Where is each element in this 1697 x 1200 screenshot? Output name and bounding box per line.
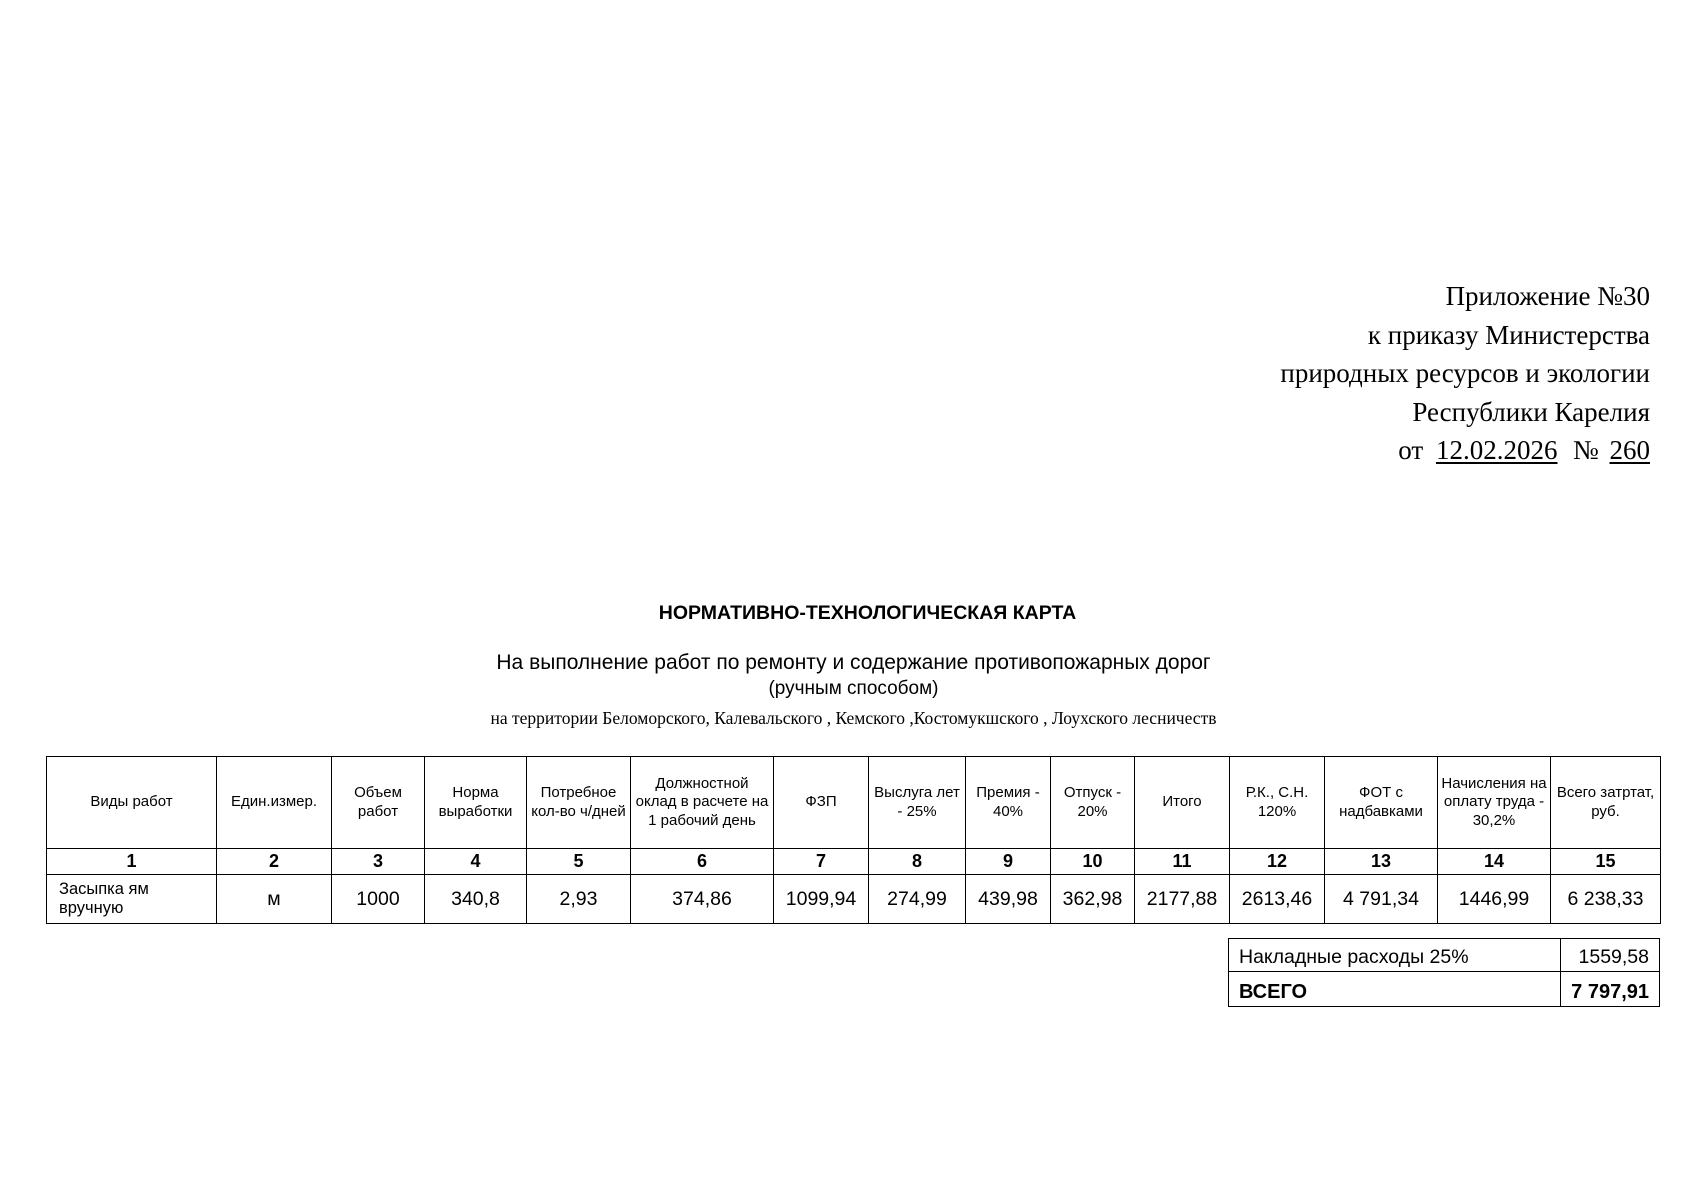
- overhead-label: Накладные расходы 25%: [1229, 939, 1561, 972]
- table-cell: 4 791,34: [1325, 875, 1438, 924]
- header-cell: Отпуск - 20%: [1051, 757, 1135, 849]
- header-cell: Выслуга лет - 25%: [869, 757, 966, 849]
- table-cell: 362,98: [1051, 875, 1135, 924]
- header-cell: Потребное кол-во ч/дней: [527, 757, 631, 849]
- column-number: 8: [869, 849, 966, 875]
- column-number-row: [47, 849, 1661, 875]
- column-number: 4: [425, 849, 527, 875]
- header-cell: Всего затртат, руб.: [1551, 757, 1661, 849]
- table-cell: 2177,88: [1135, 875, 1230, 924]
- column-number: 6: [631, 849, 774, 875]
- total-label: ВСЕГО: [1229, 972, 1561, 1007]
- table-cell: 374,86: [631, 875, 774, 924]
- overhead-row: [1229, 939, 1660, 972]
- header-cell: Начисления на оплату труда - 30,2%: [1438, 757, 1551, 849]
- table-cell: 2,93: [527, 875, 631, 924]
- appendix-block: [1280, 277, 1650, 470]
- table-cell: 439,98: [966, 875, 1051, 924]
- column-number: 10: [1051, 849, 1135, 875]
- column-number: 11: [1135, 849, 1230, 875]
- header-cell: Един.измер.: [217, 757, 332, 849]
- column-number: 1: [47, 849, 217, 875]
- table-cell: 1099,94: [774, 875, 869, 924]
- totals-table: [1228, 938, 1660, 1007]
- table-cell: 6 238,33: [1551, 875, 1661, 924]
- column-number: 2: [217, 849, 332, 875]
- appendix-line-3: природных ресурсов и экологии: [1280, 358, 1650, 388]
- table-cell-work-type: Засыпка ям вручную: [47, 875, 217, 924]
- appendix-from-label: от: [1398, 435, 1424, 465]
- table-cell: 274,99: [869, 875, 966, 924]
- table-cell: м: [217, 875, 332, 924]
- document-method: (ручным способом): [768, 678, 939, 699]
- column-number: 9: [966, 849, 1051, 875]
- column-number: 14: [1438, 849, 1551, 875]
- document-title: НОРМАТИВНО-ТЕХНОЛОГИЧЕСКАЯ КАРТА: [658, 602, 1077, 624]
- header-cell: Должностной оклад в расчете на 1 рабочий день: [631, 757, 774, 849]
- appendix-date-line: [1280, 431, 1650, 470]
- table-cell: 1000: [332, 875, 425, 924]
- column-number: 13: [1325, 849, 1438, 875]
- table-cell: 340,8: [425, 875, 527, 924]
- table-cell: 2613,46: [1230, 875, 1325, 924]
- header-cell: Итого: [1135, 757, 1230, 849]
- appendix-number: 260: [1609, 435, 1650, 465]
- column-number: 3: [332, 849, 425, 875]
- overhead-value: 1559,58: [1561, 939, 1660, 972]
- appendix-number-label: №: [1572, 435, 1599, 465]
- total-row: [1229, 972, 1660, 1007]
- header-cell: Объем работ: [332, 757, 425, 849]
- header-cell: ФОТ с надбавками: [1325, 757, 1438, 849]
- table-cell: 1446,99: [1438, 875, 1551, 924]
- header-cell: Норма выработки: [425, 757, 527, 849]
- appendix-line-2: к приказу Министерства: [1367, 319, 1650, 350]
- cost-table: [46, 756, 1661, 924]
- table-row: [47, 875, 1661, 924]
- document-territory: на территории Беломорского, Калевальского , Кемского ,Костомукшского , Лоухского лесничеств: [490, 708, 1217, 728]
- column-number: 12: [1230, 849, 1325, 875]
- column-number: 7: [774, 849, 869, 875]
- header-cell: Премия - 40%: [966, 757, 1051, 849]
- total-value: 7 797,91: [1561, 972, 1660, 1007]
- appendix-line-1: Приложение №30: [1445, 281, 1650, 311]
- header-cell: Р.К., С.Н. 120%: [1230, 757, 1325, 849]
- table-header-row: [47, 757, 1661, 849]
- column-number: 5: [527, 849, 631, 875]
- appendix-line-4: Республики Карелия: [1412, 396, 1650, 427]
- appendix-date: 12.02.2026: [1435, 435, 1558, 465]
- header-cell: ФЗП: [774, 757, 869, 849]
- document-purpose: На выполнение работ по ремонту и содержание противопожарных дорог: [496, 651, 1211, 674]
- column-number: 15: [1551, 849, 1661, 875]
- header-cell: Виды работ: [47, 757, 217, 849]
